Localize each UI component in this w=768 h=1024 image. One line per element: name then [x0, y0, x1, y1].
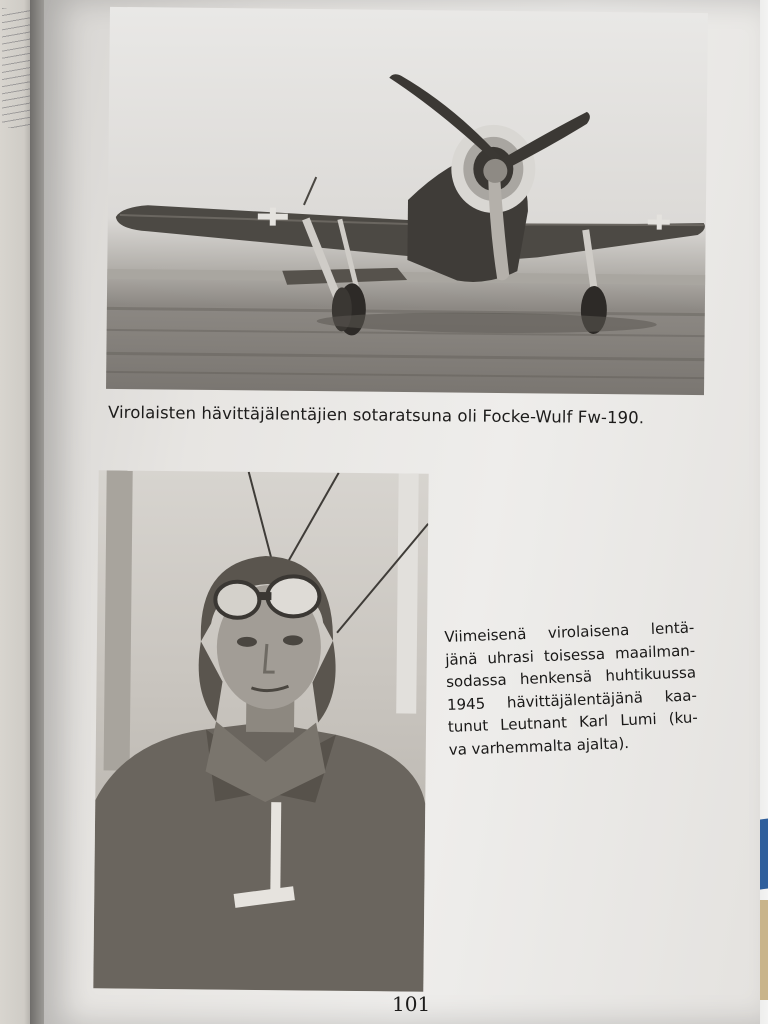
description-line: sodassa henkensä huhtikuussa	[445, 663, 697, 691]
description-line: jänä uhrasi toisessa maailman-	[444, 640, 696, 669]
portrait-description	[444, 616, 699, 760]
page-number: 101	[392, 992, 431, 1016]
description-line: va varhemmalta ajalta).	[448, 733, 630, 759]
photo-caption: Virolaisten hävittäjälentäjien sotaratsuna oli Focke-Wulf Fw-190.	[107, 402, 645, 428]
pilot-portrait-photo	[93, 470, 428, 991]
description-line: Viimeisenä virolaisena lentä-	[444, 618, 695, 646]
description-line: 1945 hävittäjälentäjänä kaa-	[446, 685, 698, 714]
aircraft-photo	[106, 7, 708, 395]
handwriting-marks	[2, 8, 32, 128]
description-line: tunut Leutnant Karl Lumi (ku-	[447, 708, 699, 736]
pilot-portrait-drawing	[93, 470, 428, 991]
book-page	[44, 0, 760, 1024]
aircraft-photo-drawing	[106, 7, 708, 395]
